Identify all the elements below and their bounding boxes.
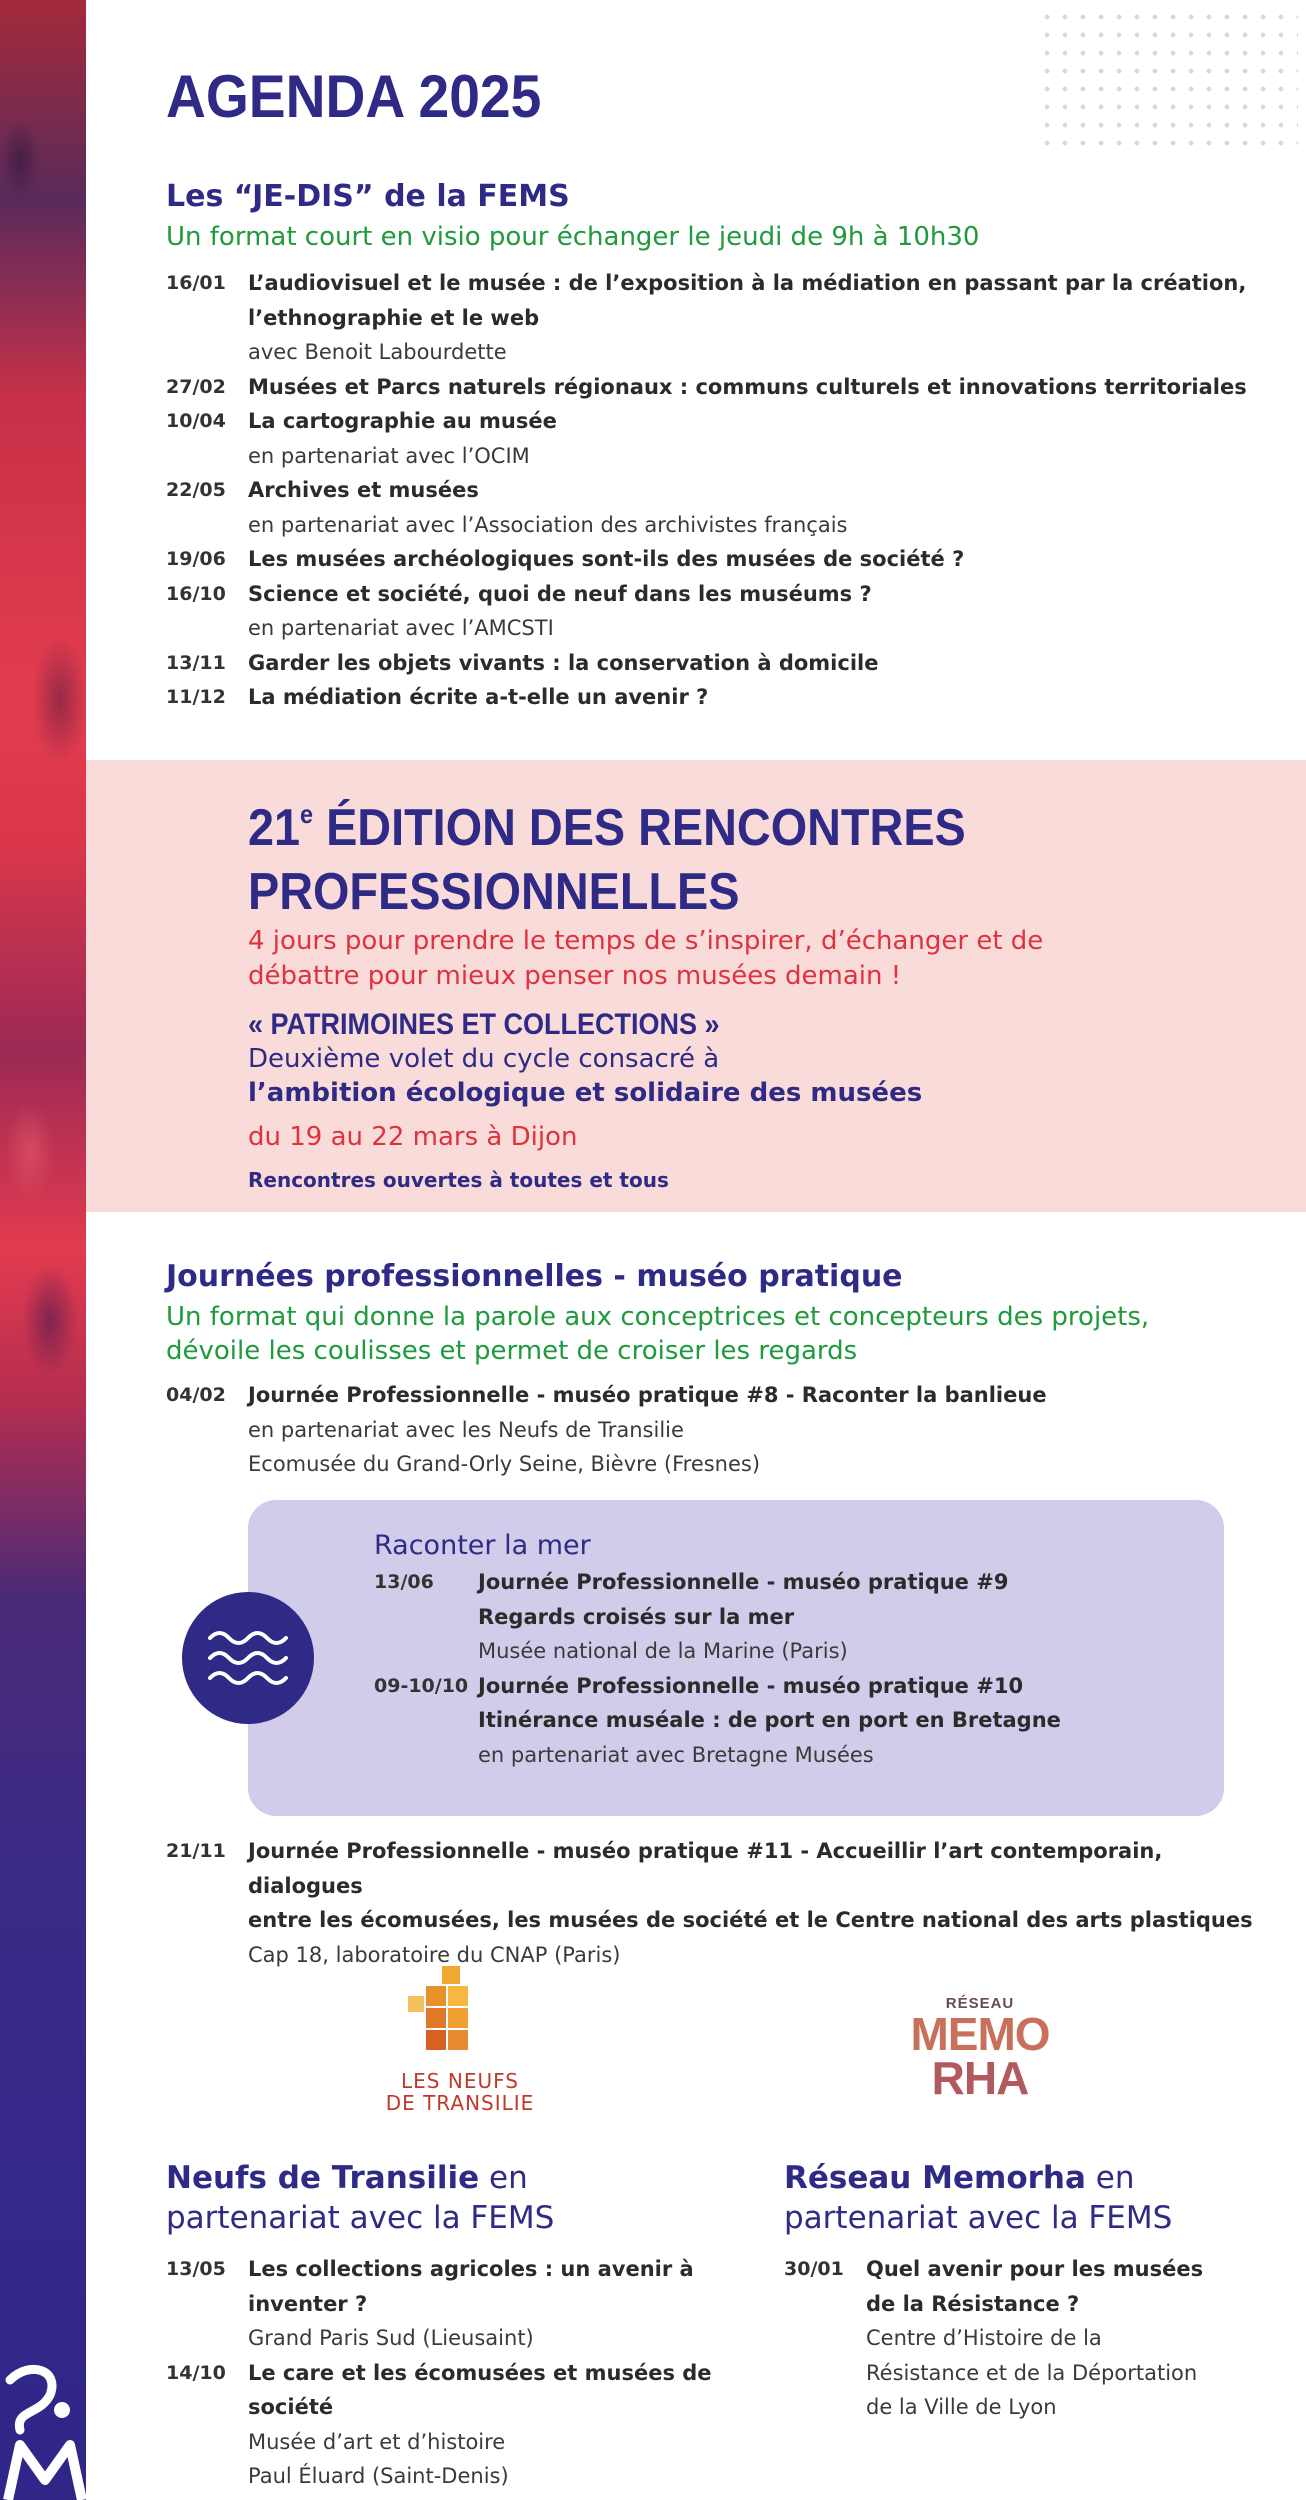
item-note: Musée national de la Marine (Paris) (478, 1639, 848, 1663)
item-title: L’audiovisuel et le musée : de l’exposition à la médiation en passant par la création, (248, 271, 1247, 295)
mer-title: Raconter la mer (374, 1530, 591, 1561)
item-title: Le care et les écomusées et musées de société (248, 2360, 712, 2419)
neufs-logo-text (330, 2070, 590, 2114)
item-date: 11/12 (166, 686, 226, 708)
list-item (166, 404, 1266, 473)
item-title: La médiation écrite a-t-elle un avenir ? (248, 685, 709, 709)
memorha-section (784, 2158, 1284, 2425)
rencontres-volet-1: Deuxième volet du cycle consacré à (248, 1044, 720, 1074)
list-item (166, 646, 1266, 681)
item-date: 16/01 (166, 272, 226, 294)
memorha-title-en: en (1085, 2160, 1135, 2196)
item-date: 13/11 (166, 651, 226, 674)
rencontres-dates: du 19 au 22 mars à Dijon (248, 1122, 578, 1152)
neufs-list (166, 2252, 766, 2494)
rencontres-title-line1: ÉDITION DES RENCONTRES (313, 799, 966, 857)
list-item (374, 1565, 1214, 1669)
side-photo-strip (0, 0, 86, 2500)
jedis-subtitle: Un format court en visio pour échanger le jeudi de 9h à 10h30 (166, 222, 980, 252)
item-note: en partenariat avec les Neufs de Transilie (248, 1417, 684, 1442)
neufs-title-line2: partenariat avec la FEMS (166, 2200, 555, 2236)
journees-subtitle-2: dévoile les coulisses et permet de croiser les regards (166, 1336, 858, 1366)
item-title: Garder les objets vivants : la conservation à domicile (248, 650, 879, 675)
item-date: 09-10/10 (374, 1674, 469, 1697)
memorha-title (784, 2158, 1284, 2238)
neufs-title-en: en (479, 2160, 528, 2196)
item-title: Journée Professionnelle - muséo pratique #11 - Accueillir l’art contemporain, dialogues (248, 1839, 1163, 1898)
item-title: de la Résistance ? (866, 2291, 1080, 2316)
item-title: entre les écomusées, les musées de société et le Centre national des arts plastiques (248, 1908, 1253, 1932)
waves-icon (182, 1592, 314, 1724)
item-title: Les musées archéologiques sont-ils des musées de société ? (248, 547, 965, 571)
neufs-logo-line1: LES NEUFS (401, 2069, 519, 2093)
rencontres-title (248, 782, 1112, 924)
jedis-list (166, 266, 1266, 715)
item-date: 13/06 (374, 1571, 434, 1593)
item-note: en partenariat avec Bretagne Musées (478, 1742, 874, 1767)
neufs-section (166, 2158, 766, 2494)
list-item (166, 542, 1266, 577)
jedis-title: Les “JE-DIS” de la FEMS (166, 179, 570, 214)
dot-grid-decoration (1038, 8, 1298, 158)
item-title: Musées et Parcs naturels régionaux : communs culturels et innovations territoriales (248, 374, 1247, 399)
rencontres-tagline-2: débattre pour mieux penser nos musées demain ! (248, 961, 902, 991)
list-item (166, 370, 1266, 405)
item-title: l’ethnographie et le web (248, 305, 540, 330)
rencontres-theme: « PATRIMOINES ET COLLECTIONS » (248, 1008, 720, 1041)
item-title: Science et société, quoi de neuf dans les muséums ? (248, 581, 872, 606)
item-date: 19/06 (166, 548, 226, 570)
list-item (166, 577, 1266, 646)
item-date: 21/11 (166, 1840, 226, 1862)
memorha-title-bold: Réseau Memorha (784, 2160, 1086, 2196)
item-note: Musée d’art et d’histoire (248, 2429, 506, 2454)
item-title: Journée Professionnelle - muséo pratique #8 - Raconter la banlieue (248, 1383, 1047, 1407)
rencontres-title-line2: PROFESSIONNELLES (248, 863, 740, 921)
page-title: AGENDA 2025 (166, 63, 542, 130)
journees-first (166, 1378, 1266, 1482)
item-note: en partenariat avec l’AMCSTI (248, 616, 554, 640)
item-date: 22/05 (166, 479, 226, 501)
memorha-logo-line1: MEMO (910, 2008, 1050, 2060)
item-note: avec Benoit Labourdette (248, 340, 507, 364)
item-date: 04/02 (166, 1384, 226, 1406)
item-note: de la Ville de Lyon (866, 2395, 1057, 2419)
item-date: 30/01 (784, 2258, 844, 2280)
memorha-list (784, 2252, 1284, 2425)
rencontres-tagline-1: 4 jours pour prendre le temps de s’inspirer, d’échanger et de (248, 926, 1044, 956)
memorha-logo-top: RÉSEAU (945, 1995, 1015, 2012)
item-title: Journée Professionnelle - muséo pratique #10 (478, 1673, 1024, 1698)
list-item (374, 1669, 1214, 1773)
neufs-title-bold: Neufs de Transilie (166, 2160, 480, 2196)
list-item (166, 1834, 1266, 1972)
neufs-logo-line2: DE TRANSILIE (385, 2091, 535, 2115)
list-item (166, 473, 1266, 542)
item-title: Quel avenir pour les musées (866, 2257, 1204, 2281)
item-note: en partenariat avec l’Association des archivistes français (248, 512, 848, 537)
fems-logo-icon (0, 2340, 86, 2500)
item-date: 14/10 (166, 2361, 226, 2384)
rencontres-volet-2: l’ambition écologique et solidaire des musées (248, 1078, 923, 1108)
item-date: 16/10 (166, 582, 226, 605)
item-title: Journée Professionnelle - muséo pratique #9 (478, 1570, 1009, 1594)
list-item (784, 2252, 1284, 2425)
item-title: La cartographie au musée (248, 409, 557, 433)
journees-subtitle-1: Un format qui donne la parole aux conceptrices et concepteurs des projets, (166, 1302, 1150, 1332)
jedis-section (166, 176, 1266, 715)
journees-last (166, 1834, 1266, 1972)
item-note: en partenariat avec l’OCIM (248, 443, 530, 468)
rencontres-section (248, 782, 1208, 1192)
item-note: Paul Éluard (Saint-Denis) (248, 2464, 509, 2488)
journees-section (166, 1256, 1266, 1482)
edition-sup: e (300, 799, 314, 829)
memorha-logo-line2: RHA (931, 2052, 1029, 2104)
item-note: Grand Paris Sud (Lieusaint) (248, 2326, 534, 2350)
item-note: Centre d’Histoire de la (866, 2326, 1102, 2350)
item-subtitle: Regards croisés sur la mer (478, 1604, 795, 1629)
mer-list (374, 1565, 1214, 1772)
item-note: Ecomusée du Grand-Orly Seine, Bièvre (Fresnes) (248, 1452, 761, 1476)
item-note: Cap 18, laboratoire du CNAP (Paris) (248, 1942, 621, 1967)
list-item (166, 1378, 1266, 1482)
mer-section (374, 1530, 1214, 1772)
item-date: 27/02 (166, 375, 226, 398)
memorha-logo-icon (880, 1996, 1080, 2106)
memorha-title-line2: partenariat avec la FEMS (784, 2200, 1173, 2236)
journees-title: Journées professionnelles - muséo pratique (166, 1259, 903, 1294)
item-title: Les collections agricoles : un avenir à inventer ? (248, 2257, 694, 2316)
list-item (166, 266, 1266, 370)
rencontres-open: Rencontres ouvertes à toutes et tous (248, 1168, 669, 1192)
item-note: Résistance et de la Déportation (866, 2360, 1198, 2385)
item-date: 10/04 (166, 410, 226, 432)
list-item (166, 680, 1266, 715)
list-item (166, 2356, 766, 2494)
neufs-title (166, 2158, 766, 2238)
list-item (166, 2252, 766, 2356)
item-title: Archives et musées (248, 478, 479, 502)
edition-number: 21 (248, 799, 301, 857)
item-date: 13/05 (166, 2258, 226, 2280)
item-subtitle: Itinérance muséale : de port en port en Bretagne (478, 1708, 1061, 1732)
